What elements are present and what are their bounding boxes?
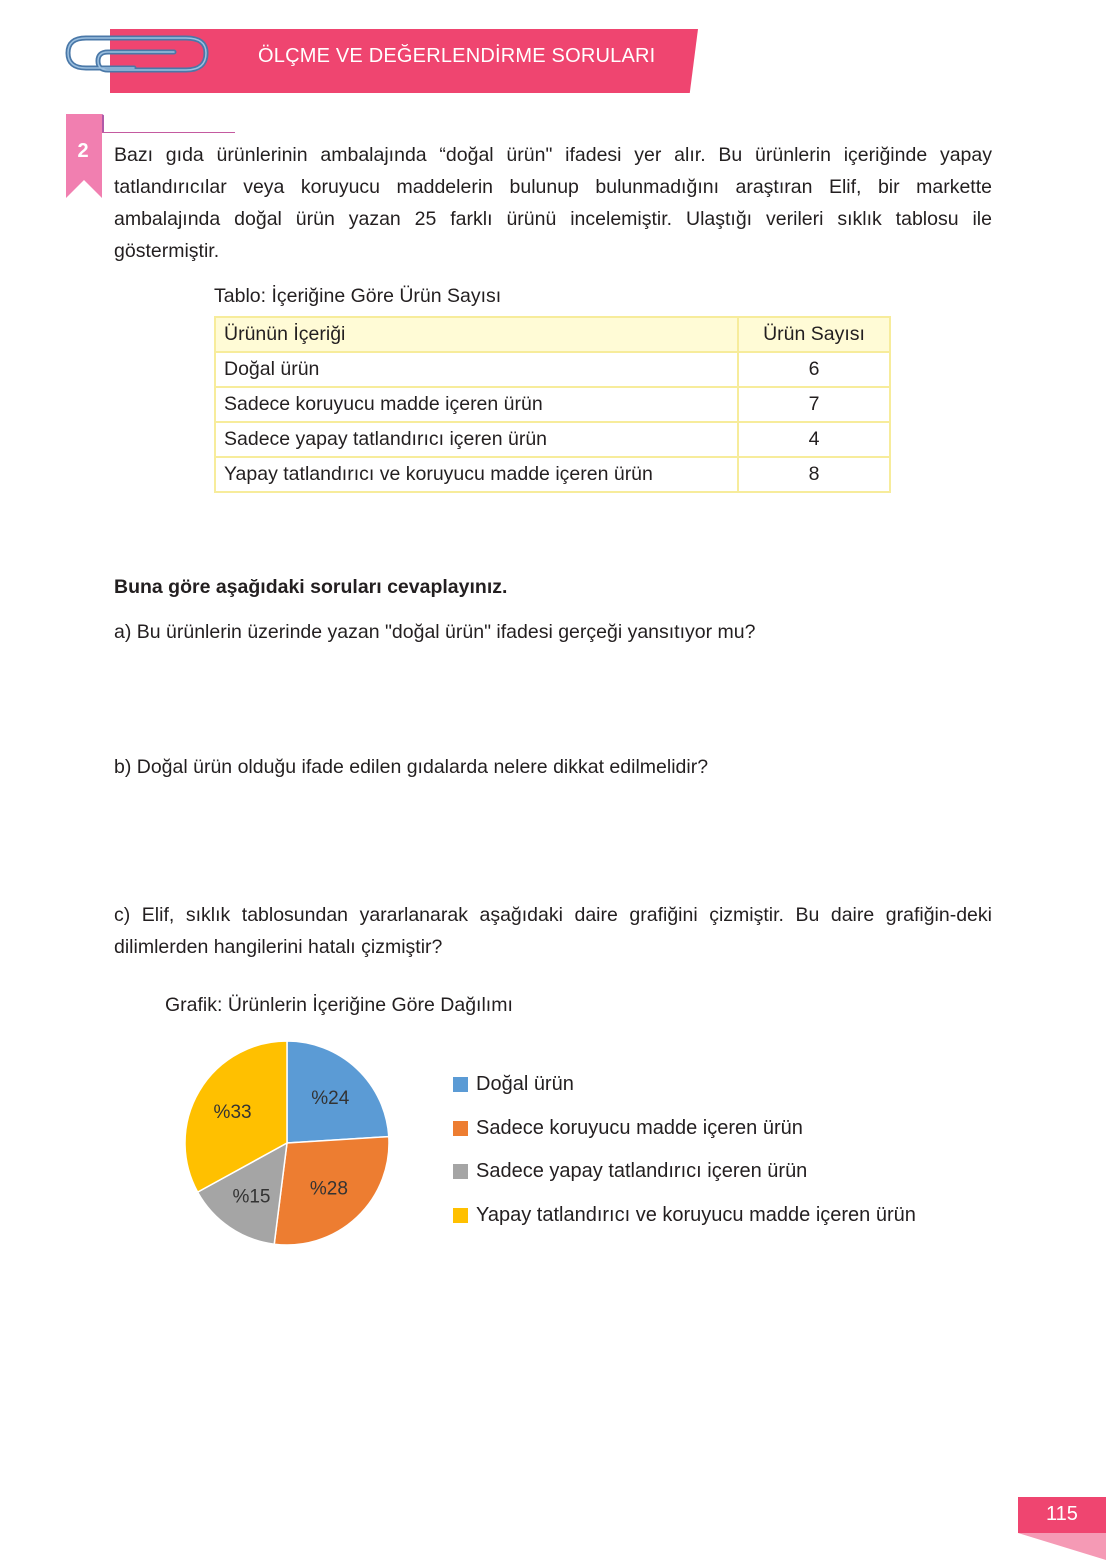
table-cell-count: 4: [738, 422, 890, 457]
table-row: [215, 422, 890, 457]
question-c: c) Elif, sıklık tablosundan yararlanarak aşağıdaki daire grafiğini çizmiştir. Bu daire grafiğin-deki dilimlerden hangilerini hatalı çizmiştir?: [114, 904, 992, 958]
legend-item: [453, 1107, 916, 1151]
table-row: [215, 457, 890, 492]
page-section-title: ÖLÇME VE DEĞERLENDİRME SORULARI: [258, 45, 656, 67]
table-row: [215, 352, 890, 387]
frequency-table: [214, 316, 891, 493]
pie-slice-label: %15: [232, 1186, 271, 1208]
legend-swatch: [453, 1164, 468, 1179]
legend-item: [453, 1150, 916, 1194]
paperclip-icon: [64, 18, 214, 88]
pie-slice-label: %28: [309, 1178, 348, 1200]
table-cell-content: Doğal ürün: [215, 352, 738, 387]
question-divider: [102, 132, 235, 133]
question-b: b) Doğal ürün olduğu ifade edilen gıdalarda nelere dikkat edilmelidir?: [114, 756, 709, 778]
legend-swatch: [453, 1121, 468, 1136]
legend-item: [453, 1063, 916, 1107]
chart-legend: [453, 1063, 916, 1237]
table-cell-count: 6: [738, 352, 890, 387]
question-number: 2: [77, 140, 89, 162]
pie-chart: [170, 1030, 410, 1260]
table-header-content: Ürünün İçeriği: [215, 317, 738, 352]
legend-swatch: [453, 1077, 468, 1092]
table-cell-content: Yapay tatlandırıcı ve koruyucu madde içeren ürün: [215, 457, 738, 492]
legend-label: Doğal ürün: [476, 1073, 574, 1096]
legend-label: Yapay tatlandırıcı ve koruyucu madde içeren ürün: [476, 1203, 916, 1226]
legend-item: [453, 1194, 916, 1238]
table-header-count: Ürün Sayısı: [738, 317, 890, 352]
page-corner-decoration: [1018, 1533, 1106, 1560]
pie-slice-label: %24: [311, 1087, 350, 1109]
table-caption: Tablo: İçeriğine Göre Ürün Sayısı: [214, 285, 502, 307]
table-cell-count: 7: [738, 387, 890, 422]
table-header-row: [215, 317, 890, 352]
question-intro: Bazı gıda ürünlerinin ambalajında “doğal ürün" ifadesi yer alır. Bu ürünlerin içeriğinde yapay tatlandırıcılar veya koruyucu maddelerin bulunup bulunmadığını araştıran Elif, bir markette ambalajında doğal ürün yazan 25 farklı ürünü incelemiştir. Ulaştığı verileri sıklık tablosu ile göstermiştir.: [114, 144, 992, 262]
page-number: 115: [1018, 1497, 1106, 1533]
pie-slice-label: %33: [213, 1101, 252, 1123]
question-a: a) Bu ürünlerin üzerinde yazan "doğal ürün" ifadesi gerçeği yansıtıyor mu?: [114, 621, 756, 643]
table-cell-content: Sadece yapay tatlandırıcı içeren ürün: [215, 422, 738, 457]
table-cell-count: 8: [738, 457, 890, 492]
table-cell-content: Sadece koruyucu madde içeren ürün: [215, 387, 738, 422]
chart-title: Grafik: Ürünlerin İçeriğine Göre Dağılımı: [165, 994, 513, 1016]
legend-label: Sadece koruyucu madde içeren ürün: [476, 1116, 803, 1139]
legend-swatch: [453, 1208, 468, 1223]
instruction-text: Buna göre aşağıdaki soruları cevaplayınız.: [114, 576, 508, 598]
legend-label: Sadece yapay tatlandırıcı içeren ürün: [476, 1160, 808, 1183]
table-row: [215, 387, 890, 422]
